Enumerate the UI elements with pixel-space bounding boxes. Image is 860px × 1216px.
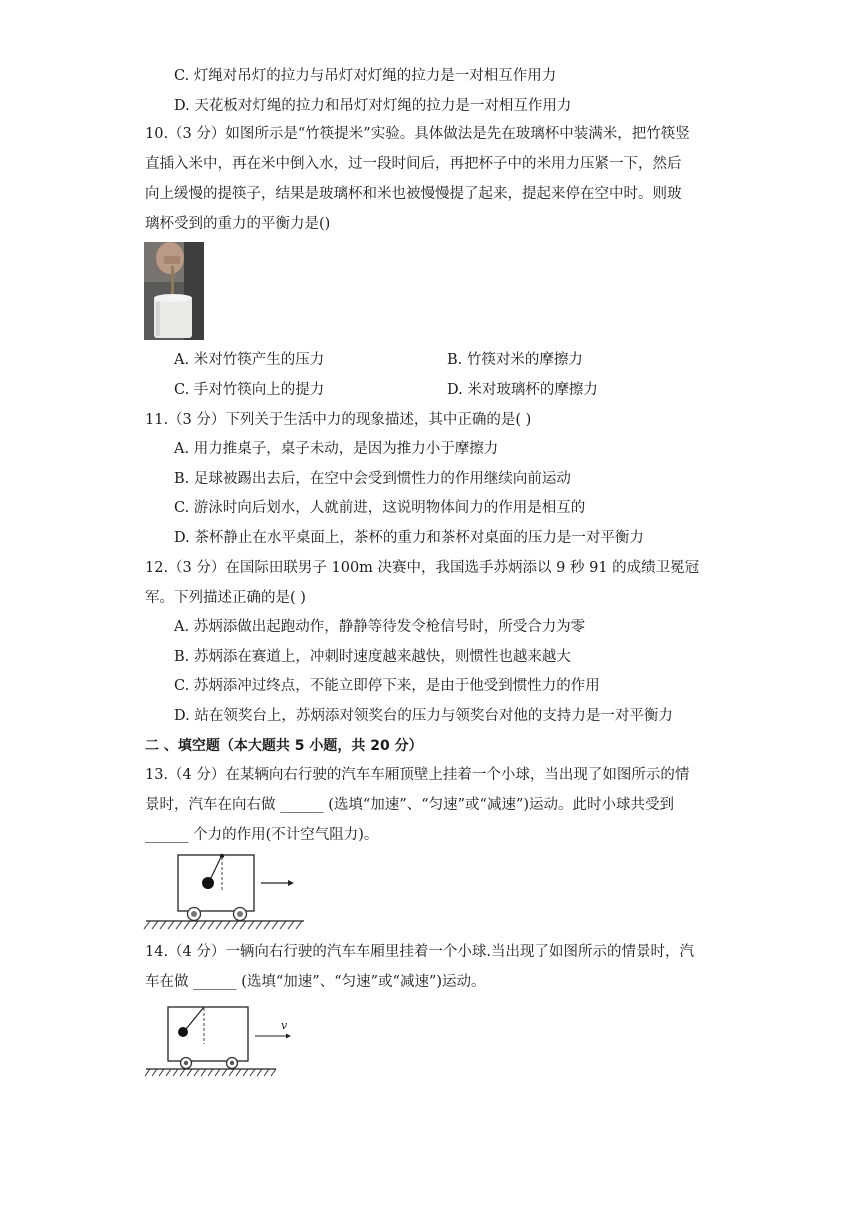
q14-velocity-label: v: [281, 1019, 288, 1032]
q10-option-c: C. 手对竹筷向上的提力: [174, 382, 325, 398]
q10-stem-line1: 10.（3 分）如图所示是“竹筷提米”实验。具体做法是先在玻璃杯中装满米，把竹筷竖: [145, 126, 690, 142]
q10-option-a: A. 米对竹筷产生的压力: [174, 352, 325, 368]
q10-stem-line3: 向上缓慢的提筷子，结果是玻璃杯和米也被慢慢提了起来，提起来停在空中时。则玻: [145, 186, 682, 202]
q12-option-b: B. 苏炳添在赛道上，冲刺时速度越来越快，则惯性也越来越大: [174, 649, 571, 665]
q10-option-b: B. 竹筷对米的摩擦力: [447, 352, 583, 368]
q10-stem-line2: 直插入米中，再在米中倒入水，过一段时间后，再把杯子中的米用力压紧一下，然后: [145, 156, 682, 172]
q13-car-diagram: [144, 852, 308, 932]
section-heading: 二 、填空题（本大题共 5 小题，共 20 分）: [145, 738, 423, 754]
q14-car-diagram: [144, 1004, 288, 1078]
rice-chopstick-photo: [144, 242, 204, 340]
q14-stem-line1: 14.（4 分）一辆向右行驶的汽车车厢里挂着一个小球.当出现了如图所示的情景时，汽: [145, 944, 695, 960]
q11-option-c: C. 游泳时向后划水，人就前进，这说明物体间力的作用是相互的: [174, 500, 586, 516]
q12-option-a: A. 苏炳添做出起跑动作，静静等待发令枪信号时，所受合力为零: [174, 619, 586, 635]
q11-stem: 11.（3 分）下列关于生活中力的现象描述，其中正确的是( ): [145, 412, 532, 428]
q10-stem-line4: 璃杯受到的重力的平衡力是(): [145, 216, 331, 232]
q11-option-a: A. 用力推桌子，桌子未动，是因为推力小于摩擦力: [174, 441, 499, 457]
q12-stem-line1: 12.（3 分）在国际田联男子 100m 决赛中，我国选手苏炳添以 9 秒 91 的成绩卫冕冠: [145, 560, 700, 576]
q12-option-c: C. 苏炳添冲过终点，不能立即停下来，是由于他受到惯性力的作用: [174, 678, 600, 694]
q13-stem-line2: 景时，汽车在向右做 ______ (选填“加速”、“匀速”或“减速”)运动。此时小球共受到: [145, 797, 675, 813]
q12-stem-line2: 军。下列描述正确的是( ): [145, 590, 306, 606]
q14-stem-line2: 车在做 ______ (选填“加速”、“匀速”或“减速”)运动。: [145, 974, 486, 990]
q13-stem-line3: ______ 个力的作用(不计空气阻力)。: [145, 827, 379, 843]
q9-option-c: C. 灯绳对吊灯的拉力与吊灯对灯绳的拉力是一对相互作用力: [174, 68, 557, 84]
q10-option-d: D. 米对玻璃杯的摩擦力: [447, 382, 598, 398]
q9-option-d: D. 天花板对灯绳的拉力和吊灯对灯绳的拉力是一对相互作用力: [174, 98, 572, 114]
q11-option-d: D. 茶杯静止在水平桌面上，茶杯的重力和茶杯对桌面的压力是一对平衡力: [174, 530, 644, 546]
q12-option-d: D. 站在领奖台上，苏炳添对领奖台的压力与领奖台对他的支持力是一对平衡力: [174, 708, 673, 724]
q11-option-b: B. 足球被踢出去后，在空中会受到惯性力的作用继续向前运动: [174, 471, 571, 487]
q13-stem-line1: 13.（4 分）在某辆向右行驶的汽车车厢顶壁上挂着一个小球，当出现了如图所示的情: [145, 767, 690, 783]
